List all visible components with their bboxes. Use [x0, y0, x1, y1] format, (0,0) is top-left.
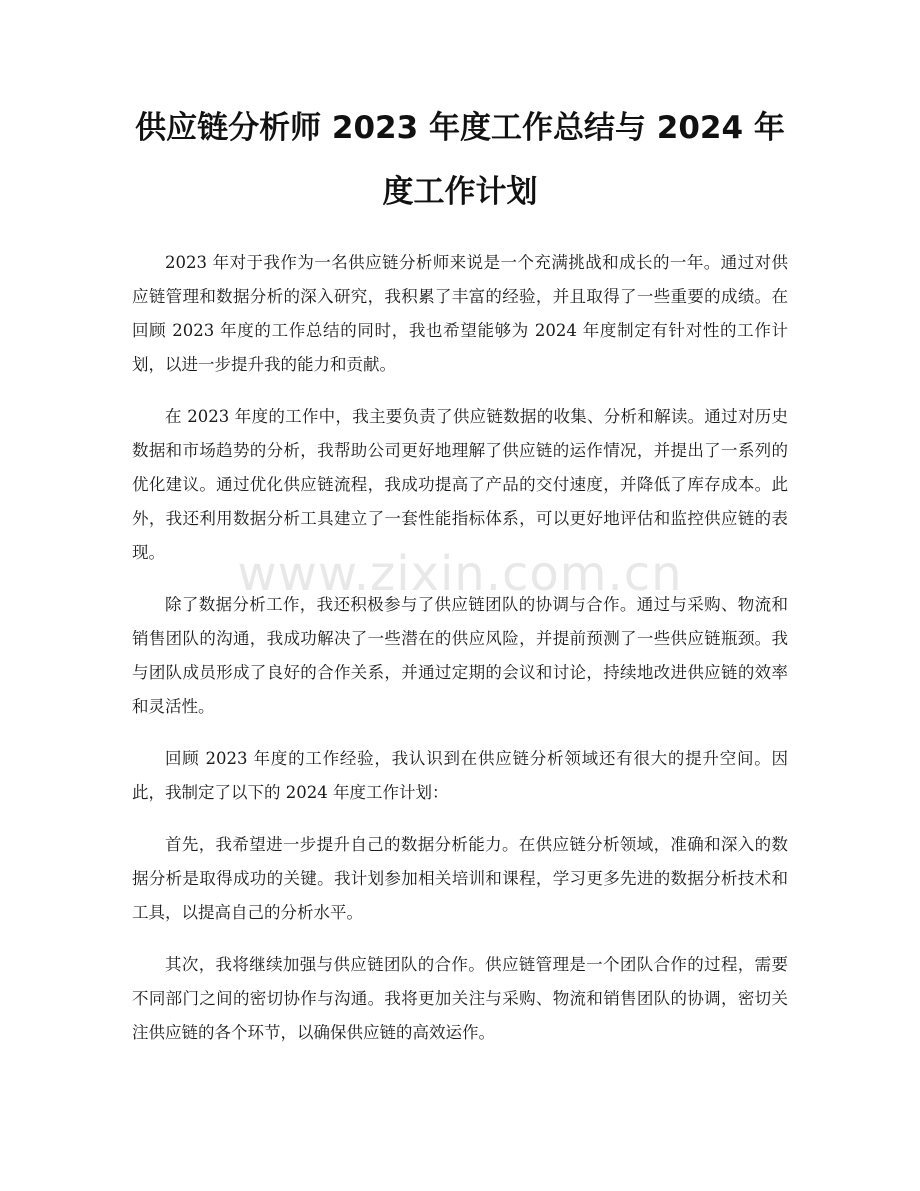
paragraph-team-coordination: 除了数据分析工作，我还积极参与了供应链团队的协调与合作。通过与采购、物流和销售团队的沟通，我成功解决了一些潜在的供应风险，并提前预测了一些供应链瓶颈。我与团队成员形成了良好的合作关系，并通过定期的会议和讨论，持续地改进供应链的效率和灵活性。 — [132, 595, 788, 716]
paragraph-review: 回顾 2023 年度的工作经验，我认识到在供应链分析领域还有很大的提升空间。因此，我制定了以下的 2024 年度工作计划： — [132, 749, 788, 802]
watermark: www.zixin.com.cn — [237, 546, 683, 602]
document-body — [132, 246, 788, 1068]
paragraph-2023-work: 在 2023 年度的工作中，我主要负责了供应链数据的收集、分析和解读。通过对历史数据和市场趋势的分析，我帮助公司更好地理解了供应链的运作情况，并提出了一系列的优化建议。通过优化供应链流程，我成功提高了产品的交付速度，并降低了库存成本。此外，我还利用数据分析工具建立了一套性能指标体系，可以更好地评估和监控供应链的表现。 — [132, 407, 788, 562]
paragraph-plan-first: 首先，我希望进一步提升自己的数据分析能力。在供应链分析领域，准确和深入的数据分析是取得成功的关键。我计划参加相关培训和课程，学习更多先进的数据分析技术和工具，以提高自己的分析水平。 — [132, 835, 788, 922]
paragraph-plan-second: 其次，我将继续加强与供应链团队的合作。供应链管理是一个团队合作的过程，需要不同部门之间的密切协作与沟通。我将更加关注与采购、物流和销售团队的协调，密切关注供应链的各个环节，以确保供应链的高效运作。 — [132, 955, 788, 1042]
document-title: 供应链分析师 2023 年度工作总结与 2024 年度工作计划 — [135, 110, 785, 210]
paragraph-intro: 2023 年对于我作为一名供应链分析师来说是一个充满挑战和成长的一年。通过对供应链管理和数据分析的深入研究，我积累了丰富的经验，并且取得了一些重要的成绩。在回顾 2023 年度的工作总结的同时，我也希望能够为 2024 年度制定有针对性的工作计划，以进一步提升我的能力和贡献。 — [132, 253, 788, 374]
